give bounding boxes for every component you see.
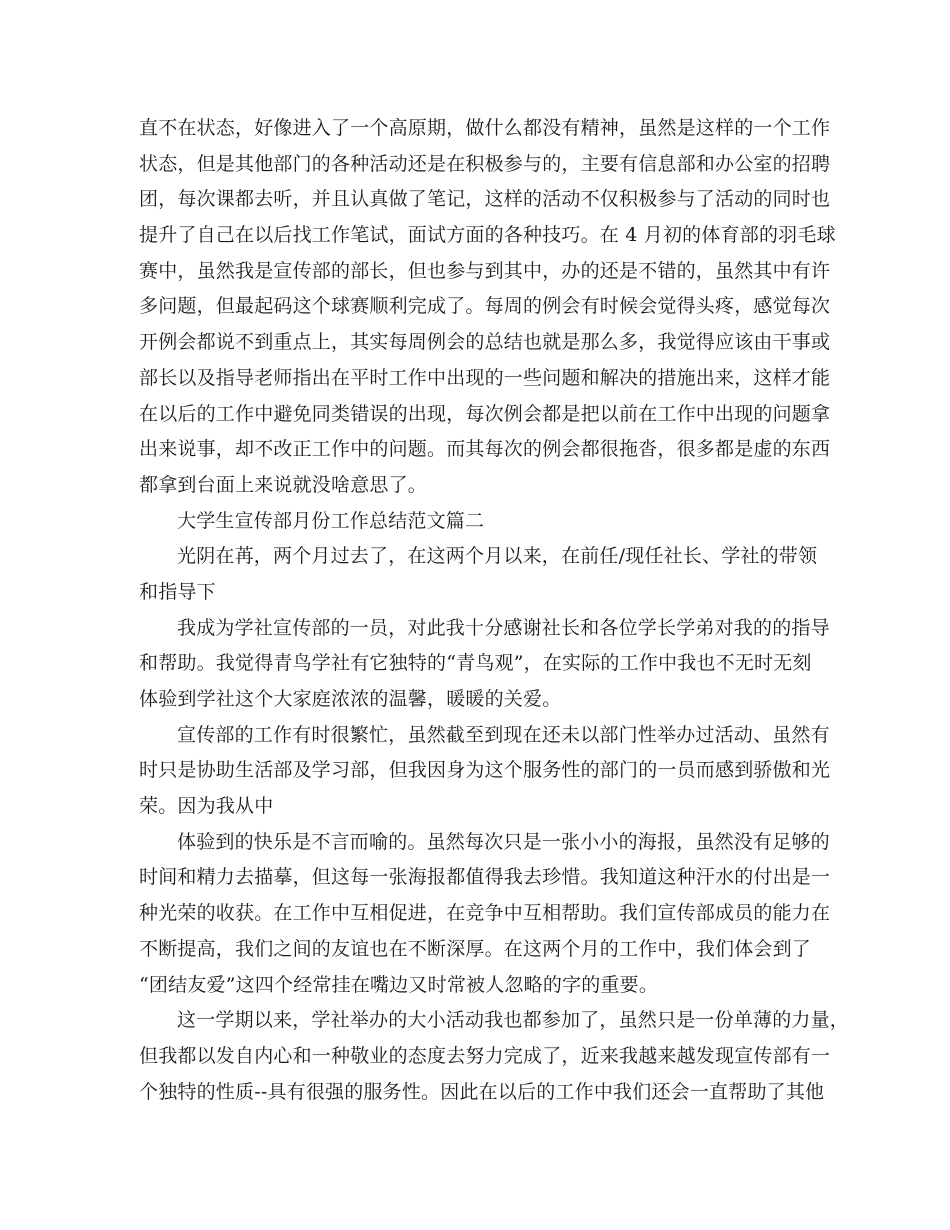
text-line: 和帮助。我觉得青鸟学社有它独特的“青鸟观”，在实际的工作中我也不无时无刻 [139, 652, 812, 675]
text-line: 团，每次课都去听，并且认真做了笔记，这样的活动不仅积极参与了活动的同时也 [139, 188, 831, 211]
section-heading: 大学生宣传部月份工作总结范文篇二 [177, 509, 485, 532]
text-line: 多问题，但最起码这个球赛顺利完成了。每周的例会有时候会觉得头疼，感觉每次 [139, 295, 831, 318]
text-line: “团结友爱”这四个经常挂在嘴边又时常被人忽略的字的重要。 [139, 973, 659, 996]
text-line: 直不在状态，好像进入了一个高原期，做什么都没有精神，虽然是这样的一个工作 [139, 117, 831, 139]
text-line: 和指导下 [139, 580, 216, 603]
paragraph-start-line: 体验到的快乐是不言而喻的。虽然每次只是一张小小的海报，虽然没有足够的 [177, 830, 830, 853]
text-line: 不断提高，我们之间的友谊也在不断深厚。在这两个月的工作中，我们体会到了 [139, 937, 812, 960]
text-line: 时只是协助生活部及学习部，但我因身为这个服务性的部门的一员而感到骄傲和光 [139, 759, 831, 782]
text-line: 都拿到台面上来说就没啥意思了。 [139, 473, 428, 496]
text-line: 提升了自己在以后找工作笔试，面试方面的各种技巧。在 4 月初的体育部的羽毛球 [139, 224, 836, 247]
paragraph-start-line: 这一学期以来，学社举办的大小活动我也都参加了，虽然只是一份单薄的力量， [177, 1009, 850, 1032]
text-line: 赛中，虽然我是宣传部的部长，但也参与到其中，办的还是不错的，虽然其中有许 [139, 259, 831, 282]
text-line: 荣。因为我从中 [139, 795, 274, 818]
text-line: 个独特的性质--具有很强的服务性。因此在以后的工作中我们还会一直帮助了其他 [139, 1080, 825, 1103]
text-line: 但我都以发自内心和一种敬业的态度去努力完成了，近来我越来越发现宣传部有一 [139, 1044, 831, 1067]
paragraph-start-line: 我成为学社宣传部的一员，对此我十分感谢社长和各位学长学弟对我的的指导 [177, 616, 830, 639]
text-line: 开例会都说不到重点上，其实每周例会的总结也就是那么多，我觉得应该由干事或 [139, 331, 831, 354]
text-line: 种光荣的收获。在工作中互相促进，在竞争中互相帮助。我们宣传部成员的能力在 [139, 902, 831, 925]
text-line: 在以后的工作中避免同类错误的出现，每次例会都是把以前在工作中出现的问题拿 [139, 402, 831, 425]
text-line: 出来说事，却不改正工作中的问题。而其每次的例会都很拖沓，很多都是虚的东西 [139, 438, 831, 461]
text-line: 状态，但是其他部门的各种活动还是在积极参与的，主要有信息部和办公室的招聘 [139, 152, 831, 175]
document-body [139, 111, 850, 1110]
text-line: 体验到学社这个大家庭浓浓的温馨，暖暖的关爱。 [139, 688, 562, 710]
text-line: 时间和精力去描摹，但这每一张海报都值得我去珍惜。我知道这种汗水的付出是一 [139, 866, 831, 889]
text-line: 部长以及指导老师指出在平时工作中出现的一些问题和解决的措施出来，这样才能 [139, 366, 831, 389]
paragraph-start-line: 光阴在苒，两个月过去了，在这两个月以来，在前任/现任社长、学社的带领 [177, 545, 818, 568]
paragraph-start-line: 宣传部的工作有时很繁忙，虽然截至到现在还未以部门性举办过活动、虽然有 [177, 723, 830, 746]
